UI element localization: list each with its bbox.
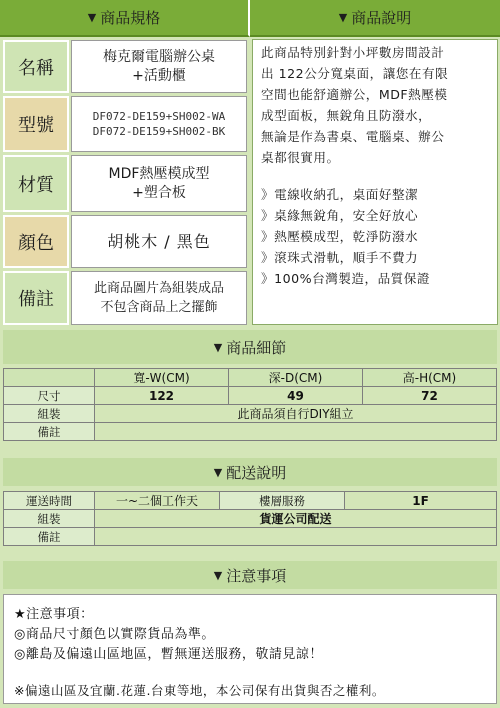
triangle-down-icon: ▼ xyxy=(213,465,223,479)
spec-label-name: 名稱 xyxy=(3,40,69,93)
spec-label-model: 型號 xyxy=(3,96,69,152)
table-row xyxy=(4,528,497,546)
triangle-down-icon: ▼ xyxy=(213,340,223,354)
notice-header: ▼ 注意事項 xyxy=(3,561,497,589)
row-label-size: 尺寸 xyxy=(4,387,95,405)
assembly-value: 此商品須自行DIY組立 xyxy=(95,405,497,423)
table-row xyxy=(4,423,497,441)
floor-service-value: 1F xyxy=(345,492,497,510)
spec-label-remark: 備註 xyxy=(3,271,69,325)
row-label-assembly: 組裝 xyxy=(4,510,95,528)
feature-item: 》電線收納孔，桌面好整潔 xyxy=(261,187,419,202)
table-row xyxy=(4,492,497,510)
triangle-down-icon: ▼ xyxy=(213,568,223,582)
spec-label-color: 顏色 xyxy=(3,215,69,268)
spec-label-material: 材質 xyxy=(3,155,69,212)
table-row xyxy=(4,369,497,387)
row-label-remark: 備註 xyxy=(4,528,95,546)
table-row xyxy=(4,510,497,528)
spec-value-name: 梅克爾電腦辦公桌 +活動櫃 xyxy=(71,40,247,93)
notice-title: ★注意事項： xyxy=(14,607,94,622)
spec-value-model: DF072-DE159+SH002-WA DF072-DE159+SH002-BK xyxy=(71,96,247,152)
spec-value-color: 胡桃木 / 黑色 xyxy=(71,215,247,268)
delivery-time-value: 一~二個工作天 xyxy=(95,492,220,510)
row-label-assembly: 組裝 xyxy=(4,405,95,423)
table-row xyxy=(4,387,497,405)
triangle-down-icon: ▼ xyxy=(338,11,348,24)
shipping-remark-value xyxy=(95,528,497,546)
description-text: 此商品特別針對小坪數房間設計 出 122公分寬桌面，讓您在有限 空間也能舒適辦公，MDF熱壓模 成型面板，無銳角且防潑水， 無論是作為書桌、電腦桌、辦公 桌都很實用。 xyxy=(261,45,449,165)
column-header-width: 寬-W(CM) xyxy=(95,369,229,387)
table-cell xyxy=(4,369,95,387)
spec-value-material: MDF熱壓模成型 +塑合板 xyxy=(71,155,247,212)
description-header: ▼ 商品說明 xyxy=(250,0,500,37)
triangle-down-icon: ▼ xyxy=(87,11,97,24)
table-row xyxy=(4,405,497,423)
notice-line: ◎離島及偏遠山區地區，暫無運送服務，敬請見諒！ xyxy=(14,647,323,662)
spec-value-remark: 此商品圖片為組裝成品 不包含商品上之擺飾 xyxy=(71,271,247,325)
row-label-delivery-time: 運送時間 xyxy=(4,492,95,510)
column-header-depth: 深-D(CM) xyxy=(229,369,363,387)
notice-line: ◎商品尺寸顏色以實際貨品為準。 xyxy=(14,627,215,642)
description-box xyxy=(252,39,498,325)
remark-value xyxy=(95,423,497,441)
spec-header: ▼ 商品規格 xyxy=(0,0,250,37)
row-label-floor-service: 樓層服務 xyxy=(220,492,345,510)
column-header-height: 高-H(CM) xyxy=(363,369,497,387)
shipping-table xyxy=(3,491,497,546)
details-table xyxy=(3,368,497,441)
notice-box xyxy=(3,594,497,704)
feature-item: 》熱壓模成型，乾淨防潑水 xyxy=(261,229,419,244)
feature-item: 》桌緣無銳角，安全好放心 xyxy=(261,208,419,223)
size-height: 72 xyxy=(363,387,497,405)
details-header: ▼ 商品細節 xyxy=(3,330,497,364)
row-label-remark: 備註 xyxy=(4,423,95,441)
feature-item: 》滾珠式滑軌，順手不費力 xyxy=(261,250,419,265)
size-depth: 49 xyxy=(229,387,363,405)
feature-item: 》100%台灣製造，品質保證 xyxy=(261,271,430,286)
shipping-assembly-value: 貨運公司配送 xyxy=(95,510,497,528)
feature-list xyxy=(261,184,489,289)
size-width: 122 xyxy=(95,387,229,405)
notice-footer: ※偏遠山區及宜蘭.花蓮.台東等地，本公司保有出貨與否之權利。 xyxy=(14,683,385,698)
shipping-header: ▼ 配送說明 xyxy=(3,458,497,486)
